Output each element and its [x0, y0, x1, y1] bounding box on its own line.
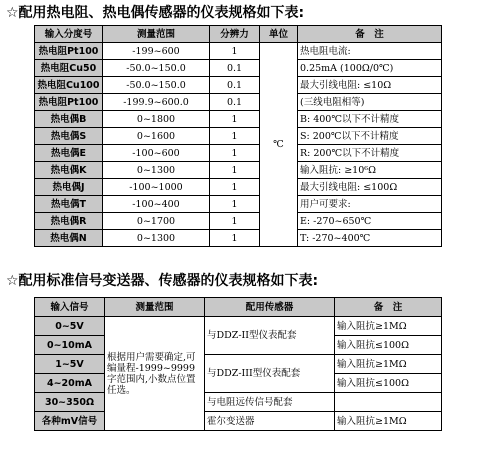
range-cell: -50.0~150.0: [103, 60, 210, 77]
resolution-cell: 1: [210, 162, 260, 179]
sensor-cell: 热电偶N: [35, 230, 103, 247]
resolution-cell: 1: [210, 128, 260, 145]
range-cell: -100~400: [103, 196, 210, 213]
table-row: [35, 111, 442, 128]
note-cell: 输入阻抗≥1MΩ: [335, 317, 442, 336]
table-row: [35, 179, 442, 196]
note-cell-empty: [335, 393, 442, 412]
sensor-cell: 热电偶J: [35, 179, 103, 196]
range-cell: 0~1800: [103, 111, 210, 128]
resolution-cell: 1: [210, 43, 260, 60]
note-cell: R: 200℃以下不计精度: [298, 145, 442, 162]
sensor-cell: 热电偶S: [35, 128, 103, 145]
table-row: [35, 43, 442, 60]
table-row: [35, 213, 442, 230]
note-cell: 最大引线电阻: ≤100Ω: [298, 179, 442, 196]
note-cell: 热电阻电流:: [298, 43, 442, 60]
signal-cell: 1~5V: [35, 355, 105, 374]
header-range: 测量范围: [105, 298, 205, 317]
range-cell: -100~1000: [103, 179, 210, 196]
range-cell: -50.0~150.0: [103, 77, 210, 94]
sensor-cell: 热电偶B: [35, 111, 103, 128]
resolution-cell: 1: [210, 145, 260, 162]
resolution-cell: 1: [210, 230, 260, 247]
unit-cell: ℃: [260, 43, 298, 247]
table-row: [35, 162, 442, 179]
table-header-row: [35, 298, 442, 317]
range-cell: 0~1600: [103, 128, 210, 145]
note-cell: 输入阻抗: ≥10⁶Ω: [298, 162, 442, 179]
resolution-cell: 1: [210, 196, 260, 213]
signal-cell: 30~350Ω: [35, 393, 105, 412]
note-cell: 用户可要求:: [298, 196, 442, 213]
table-row: [35, 196, 442, 213]
note-cell: 输入阻抗≤100Ω: [335, 374, 442, 393]
section2-title: ☆配用标准信号变送器、传感器的仪表规格如下表:: [6, 273, 319, 289]
sensor-cell: 热电阻Pt100: [35, 94, 103, 111]
resolution-cell: 1: [210, 111, 260, 128]
table-row: [35, 230, 442, 247]
resolution-cell: 0.1: [210, 60, 260, 77]
note-cell: B: 400℃以下不计精度: [298, 111, 442, 128]
table-row: [35, 145, 442, 162]
sensor-cell: 与DDZ-II型仪表配套: [205, 317, 335, 355]
range-note-cell: 根据用户需要确定,可编量程-1999~9999字范围内,小数点位置任选。: [105, 317, 205, 431]
note-cell: 最大引线电阻: ≤10Ω: [298, 77, 442, 94]
header-resolution: 分辨力: [210, 26, 260, 43]
table-row: [35, 60, 442, 77]
header-notes: 备 注: [335, 298, 442, 317]
signal-spec-table: [34, 297, 442, 431]
note-cell: 输入阻抗≥1MΩ: [335, 355, 442, 374]
note-cell: 0.25mA (100Ω/0℃): [298, 60, 442, 77]
sensor-cell: 热电偶K: [35, 162, 103, 179]
resolution-cell: 0.1: [210, 77, 260, 94]
note-cell: 输入阻抗≥1MΩ: [335, 412, 442, 431]
range-cell: 0~1300: [103, 230, 210, 247]
note-cell: S: 200℃以下不计精度: [298, 128, 442, 145]
note-cell: (三线电阻相等): [298, 94, 442, 111]
table-row: [35, 355, 442, 374]
range-cell: 0~1700: [103, 213, 210, 230]
sensor-cell: 霍尔变送器: [205, 412, 335, 431]
header-notes: 备 注: [298, 26, 442, 43]
header-unit: 单位: [260, 26, 298, 43]
range-cell: 0~1300: [103, 162, 210, 179]
note-cell: 输入阻抗≤100Ω: [335, 336, 442, 355]
resolution-cell: 1: [210, 179, 260, 196]
sensor-cell: 热电偶R: [35, 213, 103, 230]
sensor-cell: 热电阻Cu50: [35, 60, 103, 77]
range-cell: -199.9~600.0: [103, 94, 210, 111]
table-row: [35, 128, 442, 145]
range-cell: -100~600: [103, 145, 210, 162]
table-row: [35, 317, 442, 336]
signal-cell: 4~20mA: [35, 374, 105, 393]
header-range: 测量范围: [103, 26, 210, 43]
resolution-cell: 1: [210, 213, 260, 230]
table-row: [35, 94, 442, 111]
sensor-cell: 热电阻Cu100: [35, 77, 103, 94]
signal-cell: 0~10mA: [35, 336, 105, 355]
sensor-cell: 与DDZ-III型仪表配套: [205, 355, 335, 393]
range-cell: -199~600: [103, 43, 210, 60]
section1-title: ☆配用热电阻、热电偶传感器的仪表规格如下表:: [6, 5, 305, 21]
thermal-sensor-spec-table: [34, 25, 442, 247]
header-input-type: 输入分度号: [35, 26, 103, 43]
sensor-cell: 热电阻Pt100: [35, 43, 103, 60]
resolution-cell: 0.1: [210, 94, 260, 111]
sensor-cell: 与电阻远传信号配套: [205, 393, 335, 412]
table-row: [35, 393, 442, 412]
note-cell: E: -270~650℃: [298, 213, 442, 230]
sensor-cell: 热电偶T: [35, 196, 103, 213]
table-row: [35, 77, 442, 94]
signal-cell: 0~5V: [35, 317, 105, 336]
header-input-signal: 输入信号: [35, 298, 105, 317]
header-sensor: 配用传感器: [205, 298, 335, 317]
sensor-cell: 热电偶E: [35, 145, 103, 162]
note-cell: T: -270~400℃: [298, 230, 442, 247]
table-header-row: [35, 26, 442, 43]
signal-cell: 各种mV信号: [35, 412, 105, 431]
table-row: [35, 412, 442, 431]
